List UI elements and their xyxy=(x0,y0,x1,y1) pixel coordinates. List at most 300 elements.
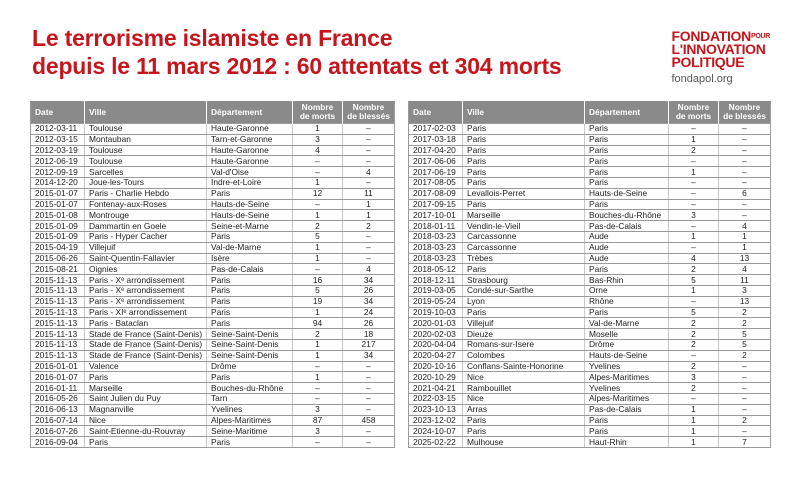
cell-departement: Paris xyxy=(585,156,669,167)
cell-morts: 1 xyxy=(669,167,719,178)
cell-departement: Seine-Saint-Denis xyxy=(207,350,293,361)
cell-ville: Villejuif xyxy=(463,318,585,329)
cell-date: 2017-08-05 xyxy=(409,177,463,188)
table-row xyxy=(409,134,771,145)
cell-date: 2016-06-13 xyxy=(31,404,85,415)
cell-morts: 1 xyxy=(293,253,343,264)
table-row xyxy=(31,134,395,145)
cell-ville: Paris xyxy=(463,307,585,318)
cell-date: 2025-02-22 xyxy=(409,437,463,448)
table-row xyxy=(409,329,771,340)
col-departement: Département xyxy=(207,101,293,124)
cell-morts: – xyxy=(669,124,719,135)
cell-blesses: – xyxy=(343,134,395,145)
cell-departement: Aude xyxy=(585,231,669,242)
cell-date: 2016-01-11 xyxy=(31,383,85,394)
cell-blesses: – xyxy=(343,361,395,372)
cell-ville: Fontenay-aux-Roses xyxy=(85,199,207,210)
cell-departement: Haut-Rhin xyxy=(585,437,669,448)
cell-ville: Paris xyxy=(463,145,585,156)
cell-morts: – xyxy=(669,156,719,167)
cell-blesses: 2 xyxy=(719,415,771,426)
cell-date: 2016-05-26 xyxy=(31,393,85,404)
table-row xyxy=(31,372,395,383)
cell-departement: Paris xyxy=(585,307,669,318)
cell-blesses: – xyxy=(343,404,395,415)
cell-ville: Lyon xyxy=(463,296,585,307)
cell-departement: Seine-Maritime xyxy=(207,426,293,437)
cell-departement: Paris xyxy=(585,124,669,135)
cell-date: 2017-06-06 xyxy=(409,156,463,167)
cell-departement: Seine-et-Marne xyxy=(207,221,293,232)
table-row xyxy=(31,426,395,437)
table-row xyxy=(31,296,395,307)
cell-morts: 3 xyxy=(293,426,343,437)
right-table-container xyxy=(408,101,771,448)
cell-ville: Carcassonne xyxy=(463,231,585,242)
title-line-2: depuis le 11 mars 2012 : 60 attentats et 304 morts xyxy=(32,53,562,79)
cell-ville: Saint-Etienne-du-Rouvray xyxy=(85,426,207,437)
cell-morts: 1 xyxy=(293,242,343,253)
cell-ville: Nice xyxy=(463,372,585,383)
col-departement: Département xyxy=(585,101,669,124)
cell-departement: Yvelines xyxy=(207,404,293,415)
cell-blesses: – xyxy=(343,372,395,383)
cell-ville: Colombes xyxy=(463,350,585,361)
cell-ville: Stade de France (Saint-Denis) xyxy=(85,329,207,340)
table-row xyxy=(31,437,395,448)
cell-date: 2020-04-27 xyxy=(409,350,463,361)
table-row xyxy=(31,156,395,167)
cell-blesses: – xyxy=(343,242,395,253)
cell-morts: 3 xyxy=(293,404,343,415)
cell-ville: Dieuze xyxy=(463,329,585,340)
cell-morts: 2 xyxy=(669,361,719,372)
cell-departement: Yvelines xyxy=(585,361,669,372)
cell-blesses: 2 xyxy=(719,318,771,329)
cell-departement: Seine-Saint-Denis xyxy=(207,339,293,350)
cell-date: 2020-02-03 xyxy=(409,329,463,340)
cell-ville: Paris xyxy=(463,426,585,437)
cell-ville: Marseille xyxy=(85,383,207,394)
cell-blesses: – xyxy=(719,361,771,372)
table-row xyxy=(31,350,395,361)
cell-blesses: 6 xyxy=(719,188,771,199)
table-row xyxy=(409,437,771,448)
cell-blesses: – xyxy=(343,426,395,437)
cell-blesses: 34 xyxy=(343,350,395,361)
cell-blesses: 3 xyxy=(719,285,771,296)
cell-blesses: 5 xyxy=(719,329,771,340)
cell-departement: Tarn-et-Garonne xyxy=(207,134,293,145)
cell-date: 2015-06-26 xyxy=(31,253,85,264)
title-line-1: Le terrorisme islamiste en France xyxy=(32,25,393,51)
cell-morts: 3 xyxy=(293,134,343,145)
cell-morts: 16 xyxy=(293,275,343,286)
cell-departement: Haute-Garonne xyxy=(207,156,293,167)
cell-date: 2018-03-23 xyxy=(409,242,463,253)
table-row xyxy=(409,210,771,221)
table-row xyxy=(31,221,395,232)
cell-ville: Paris xyxy=(463,199,585,210)
table-row xyxy=(31,339,395,350)
table-row xyxy=(409,221,771,232)
cell-blesses: – xyxy=(719,199,771,210)
fondapol-logo xyxy=(671,30,770,85)
cell-ville: Levallois-Perret xyxy=(463,188,585,199)
table-row xyxy=(409,318,771,329)
site-url: fondapol.org xyxy=(671,73,733,85)
cell-ville: Paris - Hyper Cacher xyxy=(85,231,207,242)
cell-date: 2016-07-14 xyxy=(31,415,85,426)
cell-date: 2015-04-19 xyxy=(31,242,85,253)
cell-morts: – xyxy=(669,177,719,188)
cell-blesses: 5 xyxy=(719,339,771,350)
cell-blesses: 2 xyxy=(343,221,395,232)
cell-ville: Villejuif xyxy=(85,242,207,253)
cell-date: 2012-09-19 xyxy=(31,167,85,178)
col-morts: Nombre de morts xyxy=(293,101,343,124)
table-row xyxy=(31,307,395,318)
cell-morts: – xyxy=(669,188,719,199)
cell-morts: 19 xyxy=(293,296,343,307)
table-row xyxy=(31,415,395,426)
cell-morts: 5 xyxy=(293,231,343,242)
cell-ville: Marseille xyxy=(463,210,585,221)
table-row xyxy=(409,296,771,307)
cell-date: 2012-03-15 xyxy=(31,134,85,145)
cell-ville: Strasbourg xyxy=(463,275,585,286)
cell-date: 2017-10-01 xyxy=(409,210,463,221)
cell-morts: 5 xyxy=(669,275,719,286)
cell-departement: Paris xyxy=(207,188,293,199)
cell-blesses: – xyxy=(719,426,771,437)
cell-departement: Aude xyxy=(585,253,669,264)
cell-ville: Paris - Charlie Hebdo xyxy=(85,188,207,199)
cell-blesses: – xyxy=(343,393,395,404)
cell-departement: Rhône xyxy=(585,296,669,307)
cell-blesses: – xyxy=(719,145,771,156)
table-row xyxy=(409,350,771,361)
cell-blesses: – xyxy=(719,393,771,404)
cell-departement: Yvelines xyxy=(585,383,669,394)
table-row xyxy=(409,156,771,167)
cell-blesses: 7 xyxy=(719,437,771,448)
cell-blesses: – xyxy=(719,372,771,383)
table-body-left xyxy=(31,124,395,448)
cell-morts: – xyxy=(669,393,719,404)
table-row xyxy=(409,339,771,350)
cell-date: 2016-09-04 xyxy=(31,437,85,448)
cell-date: 2015-01-07 xyxy=(31,188,85,199)
cell-blesses: 1 xyxy=(719,242,771,253)
cell-ville: Paris xyxy=(463,134,585,145)
cell-departement: Tarn xyxy=(207,393,293,404)
cell-ville: Paris xyxy=(463,156,585,167)
cell-blesses: – xyxy=(343,145,395,156)
cell-date: 2020-10-16 xyxy=(409,361,463,372)
cell-blesses: 4 xyxy=(719,264,771,275)
cell-ville: Condé-sur-Sarthe xyxy=(463,285,585,296)
cell-morts: 1 xyxy=(293,307,343,318)
cell-ville: Rambouillet xyxy=(463,383,585,394)
cell-ville: Paris - Xᵉ arrondissement xyxy=(85,275,207,286)
table-row xyxy=(409,231,771,242)
cell-ville: Stade de France (Saint-Denis) xyxy=(85,339,207,350)
cell-ville: Magnanville xyxy=(85,404,207,415)
cell-date: 2020-04-04 xyxy=(409,339,463,350)
cell-blesses: – xyxy=(719,156,771,167)
cell-departement: Alpes-Maritimes xyxy=(585,393,669,404)
cell-date: 2023-10-13 xyxy=(409,404,463,415)
cell-date: 2017-09-15 xyxy=(409,199,463,210)
cell-blesses: 13 xyxy=(719,253,771,264)
cell-morts: – xyxy=(293,167,343,178)
cell-morts: 1 xyxy=(669,134,719,145)
cell-blesses: – xyxy=(719,404,771,415)
cell-date: 2015-11-13 xyxy=(31,318,85,329)
cell-date: 2015-11-13 xyxy=(31,307,85,318)
cell-ville: Nice xyxy=(85,415,207,426)
cell-ville: Arras xyxy=(463,404,585,415)
cell-departement: Paris xyxy=(585,134,669,145)
cell-date: 2018-01-11 xyxy=(409,221,463,232)
cell-departement: Hauts-de-Seine xyxy=(207,210,293,221)
table-row xyxy=(31,318,395,329)
cell-blesses: – xyxy=(719,383,771,394)
cell-blesses: 11 xyxy=(343,188,395,199)
cell-date: 2015-08-21 xyxy=(31,264,85,275)
cell-date: 2017-08-09 xyxy=(409,188,463,199)
cell-date: 2015-11-13 xyxy=(31,296,85,307)
table-row xyxy=(409,285,771,296)
cell-blesses: – xyxy=(343,253,395,264)
cell-morts: – xyxy=(669,296,719,307)
logo-line-1: FONDATION xyxy=(671,28,751,44)
cell-morts: 87 xyxy=(293,415,343,426)
cell-morts: – xyxy=(293,199,343,210)
cell-morts: 2 xyxy=(293,221,343,232)
cell-blesses: 4 xyxy=(343,167,395,178)
cell-departement: Paris xyxy=(585,167,669,178)
cell-departement: Paris xyxy=(207,285,293,296)
cell-ville: Dammartin en Goele xyxy=(85,221,207,232)
cell-departement: Drôme xyxy=(207,361,293,372)
cell-morts: 2 xyxy=(669,318,719,329)
table-row xyxy=(409,383,771,394)
table-row xyxy=(31,210,395,221)
cell-date: 2018-03-23 xyxy=(409,253,463,264)
cell-date: 2016-07-26 xyxy=(31,426,85,437)
cell-departement: Haute-Garonne xyxy=(207,145,293,156)
cell-morts: 1 xyxy=(293,372,343,383)
table-row xyxy=(31,177,395,188)
cell-blesses: 458 xyxy=(343,415,395,426)
cell-ville: Sarcelles xyxy=(85,167,207,178)
cell-morts: – xyxy=(669,350,719,361)
cell-ville: Paris xyxy=(85,437,207,448)
cell-morts: – xyxy=(669,199,719,210)
col-ville: Ville xyxy=(463,101,585,124)
cell-ville: Montauban xyxy=(85,134,207,145)
cell-blesses: 26 xyxy=(343,285,395,296)
cell-departement: Alpes-Maritimes xyxy=(207,415,293,426)
table-header-row xyxy=(31,101,395,124)
cell-blesses: – xyxy=(719,210,771,221)
cell-blesses: 18 xyxy=(343,329,395,340)
cell-morts: 1 xyxy=(293,339,343,350)
table-row xyxy=(31,188,395,199)
cell-departement: Seine-Saint-Denis xyxy=(207,329,293,340)
cell-morts: 1 xyxy=(669,415,719,426)
cell-departement: Bas-Rhin xyxy=(585,275,669,286)
cell-morts: 1 xyxy=(293,124,343,135)
cell-date: 2020-10-29 xyxy=(409,372,463,383)
cell-date: 2019-05-24 xyxy=(409,296,463,307)
cell-departement: Paris xyxy=(207,296,293,307)
cell-morts: 3 xyxy=(669,210,719,221)
table-row xyxy=(409,177,771,188)
cell-date: 2015-01-09 xyxy=(31,231,85,242)
cell-date: 2012-06-19 xyxy=(31,156,85,167)
cell-departement: Indre-et-Loire xyxy=(207,177,293,188)
cell-blesses: 4 xyxy=(343,264,395,275)
cell-blesses: 217 xyxy=(343,339,395,350)
cell-date: 2024-10-07 xyxy=(409,426,463,437)
cell-ville: Stade de France (Saint-Denis) xyxy=(85,350,207,361)
cell-ville: Nice xyxy=(463,393,585,404)
cell-ville: Paris - XIᵉ arrondissement xyxy=(85,307,207,318)
cell-morts: 2 xyxy=(669,383,719,394)
cell-morts: 1 xyxy=(669,426,719,437)
cell-morts: 2 xyxy=(669,329,719,340)
table-row xyxy=(31,361,395,372)
table-row xyxy=(409,404,771,415)
cell-blesses: 34 xyxy=(343,296,395,307)
cell-departement: Val-d'Oise xyxy=(207,167,293,178)
cell-ville: Paris xyxy=(463,264,585,275)
table-row xyxy=(31,199,395,210)
cell-ville: Joue-les-Tours xyxy=(85,177,207,188)
cell-date: 2017-06-19 xyxy=(409,167,463,178)
cell-morts: – xyxy=(293,383,343,394)
cell-date: 2020-01-03 xyxy=(409,318,463,329)
cell-departement: Haute-Garonne xyxy=(207,124,293,135)
cell-blesses: – xyxy=(343,383,395,394)
cell-ville: Paris - Xᵉ arrondissement xyxy=(85,285,207,296)
cell-date: 2014-12-20 xyxy=(31,177,85,188)
cell-morts: 2 xyxy=(669,339,719,350)
cell-ville: Paris - Bataclan xyxy=(85,318,207,329)
cell-date: 2015-01-08 xyxy=(31,210,85,221)
table-row xyxy=(409,188,771,199)
cell-departement: Hauts-de-Seine xyxy=(207,199,293,210)
cell-morts: 2 xyxy=(669,145,719,156)
cell-date: 2017-03-18 xyxy=(409,134,463,145)
cell-ville: Saint Julien du Puy xyxy=(85,393,207,404)
table-row xyxy=(409,253,771,264)
attacks-table-left xyxy=(30,101,395,448)
col-ville: Ville xyxy=(85,101,207,124)
table-row xyxy=(31,329,395,340)
page-title xyxy=(32,24,562,80)
cell-date: 2017-02-03 xyxy=(409,124,463,135)
table-row xyxy=(31,253,395,264)
cell-ville: Romans-sur-Isere xyxy=(463,339,585,350)
cell-morts: – xyxy=(669,242,719,253)
cell-blesses: 1 xyxy=(343,210,395,221)
table-body-right xyxy=(409,124,771,448)
table-row xyxy=(31,167,395,178)
cell-blesses: 26 xyxy=(343,318,395,329)
cell-blesses: 2 xyxy=(719,350,771,361)
cell-blesses: 1 xyxy=(719,231,771,242)
cell-morts: – xyxy=(293,361,343,372)
cell-morts: 12 xyxy=(293,188,343,199)
cell-departement: Hauts-de-Seine xyxy=(585,350,669,361)
cell-departement: Paris xyxy=(207,318,293,329)
cell-departement: Val-de-Marne xyxy=(207,242,293,253)
cell-ville: Toulouse xyxy=(85,145,207,156)
cell-date: 2015-11-13 xyxy=(31,350,85,361)
cell-ville: Paris xyxy=(463,167,585,178)
col-date: Date xyxy=(31,101,85,124)
table-row xyxy=(409,415,771,426)
cell-departement: Moselle xyxy=(585,329,669,340)
cell-ville: Mulhouse xyxy=(463,437,585,448)
cell-ville: Oignies xyxy=(85,264,207,275)
table-row xyxy=(31,285,395,296)
table-row xyxy=(31,275,395,286)
cell-departement: Pas-de-Calais xyxy=(207,264,293,275)
cell-morts: 1 xyxy=(293,210,343,221)
cell-ville: Paris xyxy=(85,372,207,383)
cell-date: 2021-04-21 xyxy=(409,383,463,394)
cell-date: 2012-03-19 xyxy=(31,145,85,156)
cell-blesses: 2 xyxy=(719,307,771,318)
cell-blesses: – xyxy=(343,177,395,188)
cell-date: 2015-11-13 xyxy=(31,285,85,296)
col-blesses: Nombre de blessés xyxy=(343,101,395,124)
cell-date: 2018-12-11 xyxy=(409,275,463,286)
cell-blesses: 24 xyxy=(343,307,395,318)
col-morts: Nombre de morts xyxy=(669,101,719,124)
cell-departement: Paris xyxy=(207,275,293,286)
cell-blesses: 13 xyxy=(719,296,771,307)
col-blesses: Nombre de blessés xyxy=(719,101,771,124)
cell-departement: Paris xyxy=(207,307,293,318)
cell-morts: – xyxy=(669,221,719,232)
cell-morts: 1 xyxy=(293,177,343,188)
table-row xyxy=(409,167,771,178)
cell-morts: 4 xyxy=(669,253,719,264)
table-row xyxy=(409,426,771,437)
cell-departement: Pas-de-Calais xyxy=(585,221,669,232)
left-table-container xyxy=(30,101,395,448)
cell-departement: Bouches-du-Rhône xyxy=(585,210,669,221)
cell-departement: Drôme xyxy=(585,339,669,350)
table-row xyxy=(409,199,771,210)
cell-ville: Trèbes xyxy=(463,253,585,264)
cell-departement: Paris xyxy=(585,426,669,437)
cell-departement: Val-de-Marne xyxy=(585,318,669,329)
cell-departement: Paris xyxy=(207,231,293,242)
cell-date: 2016-01-07 xyxy=(31,372,85,383)
cell-morts: 4 xyxy=(293,145,343,156)
cell-date: 2015-01-07 xyxy=(31,199,85,210)
cell-departement: Paris xyxy=(207,372,293,383)
logo-pour: POUR xyxy=(750,33,770,40)
